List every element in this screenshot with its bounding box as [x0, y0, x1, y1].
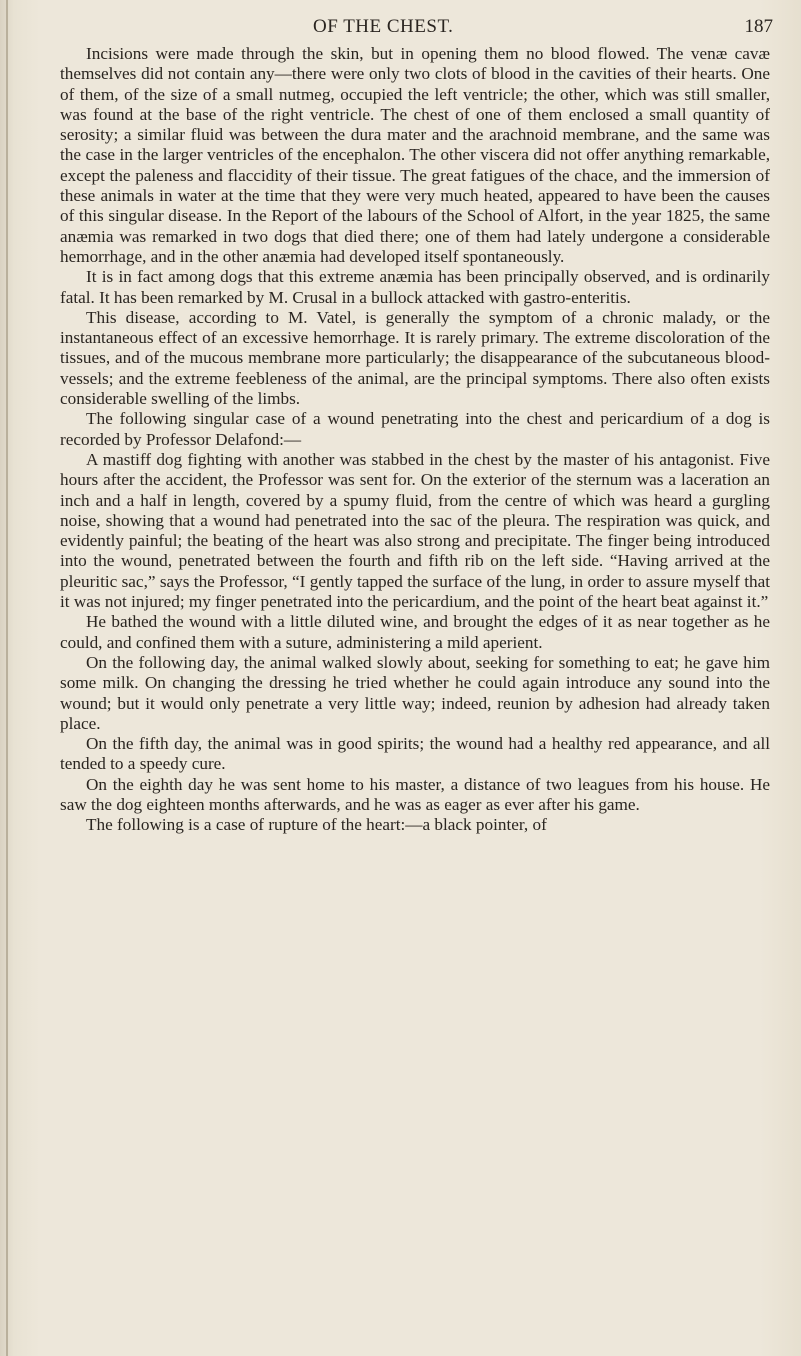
paragraph-fifth-day: On the fifth day, the animal was in good spirits; the wound had a healthy red appearance, and all tended to a speedy cure.: [60, 734, 770, 774]
page-number: 187: [744, 16, 773, 37]
paragraph-eighth-day: On the eighth day he was sent home to his master, a distance of two leagues from his house. He saw the dog eighteen months afterwards, and he was as eager as ever after his game.: [60, 774, 770, 814]
paragraph-anaemia-dogs: It is in fact among dogs that this extreme anæmia has been principally observed, and is ordinarily fatal. It has been remarked by M. Crusal in a bullock attacked with gastro-enteritis.: [60, 267, 770, 307]
paragraph-anaemia-autopsy: Incisions were made through the skin, but in opening them no blood flowed. The venæ cavæ themselves did not contain any—there were only two clots of blood in the cavities of their hearts. One of them, of the size of a small nutmeg, occupied the left ventricle; the other, which was still smaller, was found at the base of the right ventricle. The chest of one of them enclosed a small quantity of serosity; a similar fluid was between the dura mater and the arachnoid membrane, and the same was the case in the larger ventricles of the encephalon. The other viscera did not offer anything remarkable, except the paleness and flaccidity of their tissue. The great fatigues of the chace, and the immersion of these animals in water at the time that they were very much heated, appeared to have been the causes of this singular disease. In the Report of the labours of the School of Alfort, in the year 1825, the same anæmia was remarked in two dogs that died there; one of them had lately undergone a considerable hemorrhage, and in the other anæmia had developed itself spontaneously.: [60, 44, 770, 266]
paragraph-delafond-intro: The following singular case of a wound penetrating into the chest and pericardium of a dog is recorded by Professor Delafond:—: [60, 409, 770, 449]
paragraph-treatment: He bathed the wound with a little diluted wine, and brought the edges of it as near together as he could, and confined them with a suture, administering a mild aperient.: [60, 612, 770, 652]
page-gutter-shadow: [6, 0, 8, 1356]
page-header: [60, 16, 773, 44]
paragraph-mastiff-wound: A mastiff dog fighting with another was stabbed in the chest by the master of his antagonist. Five hours after the accident, the Professor was sent for. On the exterior of the sternum was a laceration an inch and a half in length, covered by a spumy fluid, from the centre of which was heard a gurgling noise, showing that a wound had penetrated into the sac of the pleura. The respiration was quick, and evidently painful; the beating of the heart was also strong and precipitate. The finger being introduced into the wound, penetrated between the fourth and fifth rib on the left side. “Having arrived at the pleuritic sac,” says the Professor, “I gently tapped the surface of the lung, in order to assure myself that it was not injured; my finger penetrated into the pericardium, and the point of the heart beat against it.”: [60, 449, 770, 612]
paragraph-vatel-symptoms: This disease, according to M. Vatel, is generally the symptom of a chronic malady, or the instantaneous effect of an excessive hemorrhage. It is rarely primary. The extreme discoloration of the tissues, and of the mucous membrane more particularly; the disappearance of the subcutaneous blood-vessels; and the extreme feebleness of the animal, are the principal symptoms. There also often exists considerable swelling of the limbs.: [60, 307, 770, 409]
paragraph-following-day: On the following day, the animal walked slowly about, seeking for something to eat; he gave him some milk. On changing the dressing he tried whether he could again introduce any sound into the wound; but it would only penetrate a very little way; indeed, reunion by adhesion had already taken place.: [60, 652, 770, 733]
running-title: OF THE CHEST.: [313, 16, 454, 37]
body-text: [60, 44, 770, 836]
paragraph-rupture-heart: The following is a case of rupture of the heart:—a black pointer, of: [86, 815, 547, 835]
